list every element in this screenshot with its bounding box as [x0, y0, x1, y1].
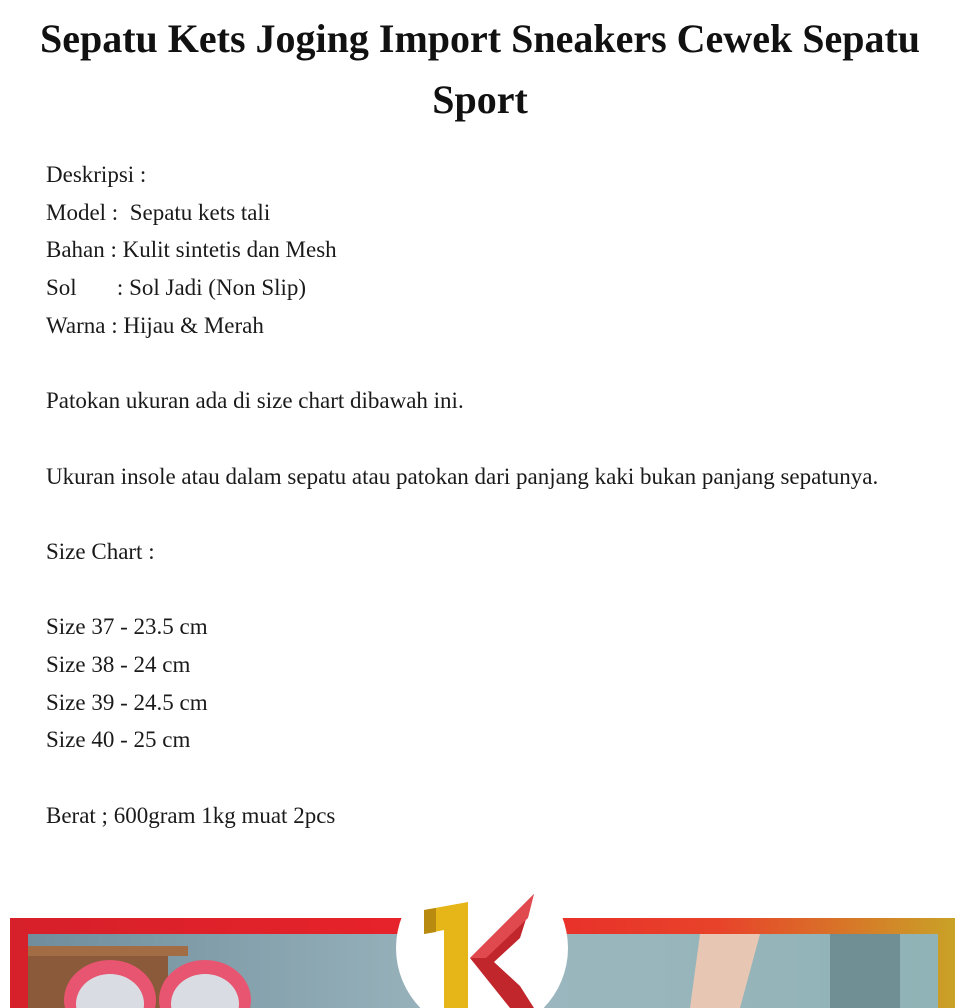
size-row: Size 38 - 24 cm — [46, 652, 191, 678]
size-chart-heading: Size Chart : — [46, 538, 155, 564]
size-note: Patokan ukuran ada di size chart dibawah ini. — [46, 388, 464, 414]
product-image — [0, 888, 960, 1008]
spec-bahan: Bahan : Kulit sintetis dan Mesh — [46, 237, 337, 263]
product-description — [46, 156, 926, 835]
size-row: Size 40 - 25 cm — [46, 727, 191, 753]
insole-note: Ukuran insole atau dalam sepatu atau patokan dari panjang kaki bukan panjang sepatunya. — [46, 463, 879, 489]
product-image-banner — [0, 888, 960, 1008]
product-title: Sepatu Kets Joging Import Sneakers Cewek Sepatu Sport — [39, 16, 921, 122]
spec-warna: Warna : Hijau & Merah — [46, 312, 264, 338]
blank-line — [46, 759, 926, 797]
size-row: Size 39 - 24.5 cm — [46, 689, 208, 715]
blank-line — [46, 420, 926, 458]
description-heading: Deskripsi : — [46, 162, 147, 187]
blank-line — [46, 495, 926, 533]
spec-model: Model : Sepatu kets tali — [46, 199, 271, 225]
spec-sol: Sol : Sol Jadi (Non Slip) — [46, 275, 307, 301]
weight-info: Berat ; 600gram 1kg muat 2pcs — [46, 802, 336, 828]
size-row: Size 37 - 23.5 cm — [46, 614, 208, 640]
blank-line — [46, 345, 926, 383]
blank-line — [46, 571, 926, 609]
